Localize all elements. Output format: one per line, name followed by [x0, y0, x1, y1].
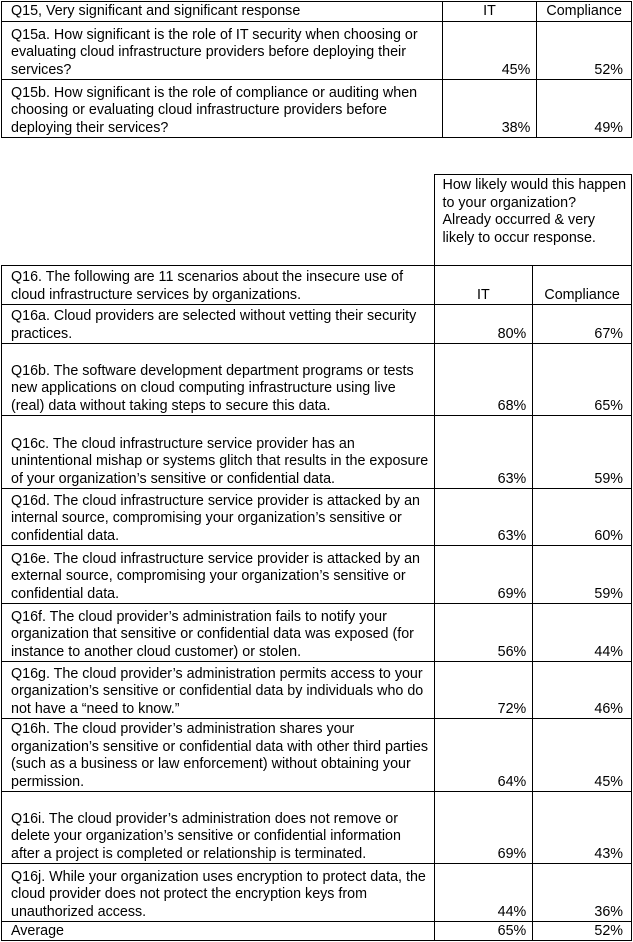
likelihood-header: How likely would this happen to your organization? Already occurred & very likely to occur response.	[434, 175, 632, 266]
q16-header-compliance: Compliance	[533, 266, 632, 305]
row-compliance-value: 52%	[537, 22, 632, 80]
table-row	[2, 719, 632, 792]
row-it-value: 69%	[434, 546, 533, 604]
row-question: Q16i. The cloud provider’s administration does not remove or delete your organization’s sensitive or confidential information after a project is completed or relationship is terminated.	[2, 792, 435, 864]
q15-header-question: Q15, Very significant and significant response	[2, 2, 443, 22]
row-question: Q16g. The cloud provider’s administration permits access to your organization’s sensitive or confidential data by individuals who do not have a “need to know.”	[2, 662, 435, 719]
row-compliance-value: 49%	[537, 80, 632, 138]
q16-header-question: Q16. The following are 11 scenarios about the insecure use of cloud infrastructure services by organizations.	[2, 266, 435, 305]
row-it-value: 68%	[434, 344, 533, 416]
row-compliance-value: 59%	[533, 546, 632, 604]
row-question: Q16b. The software development department programs or tests new applications on cloud computing infrastructure using live (real) data without taking steps to secure this data.	[2, 344, 435, 416]
blank-cell	[2, 175, 435, 266]
row-it-value: 38%	[442, 80, 537, 138]
row-compliance-value: 60%	[533, 489, 632, 546]
table-row	[2, 604, 632, 662]
row-it-value: 80%	[434, 305, 533, 344]
row-it-value: 72%	[434, 662, 533, 719]
row-compliance-value: 43%	[533, 792, 632, 864]
table-header-row	[2, 266, 632, 305]
row-question: Q15b. How significant is the role of compliance or auditing when choosing or evaluating cloud infrastructure providers before deploying their services?	[2, 80, 443, 138]
average-label: Average	[2, 922, 435, 941]
q16-header-it: IT	[434, 266, 533, 305]
span-header-row	[2, 175, 632, 266]
q15-header-it: IT	[442, 2, 537, 22]
q15-table	[1, 1, 632, 138]
row-compliance-value: 46%	[533, 662, 632, 719]
table-row	[2, 22, 632, 80]
row-question: Q16j. While your organization uses encryption to protect data, the cloud provider does not protect the encryption keys from unauthorized access.	[2, 864, 435, 922]
average-it-value: 65%	[434, 922, 533, 941]
row-question: Q16d. The cloud infrastructure service provider is attacked by an internal source, compromising your organization’s sensitive or confidential data.	[2, 489, 435, 546]
table-row	[2, 864, 632, 922]
row-question: Q16f. The cloud provider’s administration fails to notify your organization that sensitive or confidential data was exposed (for instance to another cloud customer) or stolen.	[2, 604, 435, 662]
table-row	[2, 489, 632, 546]
table-row	[2, 305, 632, 344]
q16-table	[1, 174, 632, 941]
row-question: Q16h. The cloud provider’s administration shares your organization’s sensitive or confidential data with other third parties (such as a business or law enforcement) without obtaining your permission.	[2, 719, 435, 792]
row-compliance-value: 67%	[533, 305, 632, 344]
row-it-value: 44%	[434, 864, 533, 922]
table-row	[2, 80, 632, 138]
row-compliance-value: 59%	[533, 416, 632, 489]
table-row	[2, 546, 632, 604]
row-it-value: 69%	[434, 792, 533, 864]
row-question: Q15a. How significant is the role of IT security when choosing or evaluating cloud infrastructure providers before deploying their services?	[2, 22, 443, 80]
row-question: Q16c. The cloud infrastructure service provider has an unintentional mishap or systems glitch that results in the exposure of your organization’s sensitive or confidential data.	[2, 416, 435, 489]
row-it-value: 63%	[434, 489, 533, 546]
table-header-row	[2, 2, 632, 22]
row-it-value: 63%	[434, 416, 533, 489]
row-question: Q16a. Cloud providers are selected without vetting their security practices.	[2, 305, 435, 344]
row-compliance-value: 44%	[533, 604, 632, 662]
row-compliance-value: 45%	[533, 719, 632, 792]
table-row	[2, 792, 632, 864]
row-it-value: 56%	[434, 604, 533, 662]
average-compliance-value: 52%	[533, 922, 632, 941]
average-row	[2, 922, 632, 941]
row-compliance-value: 36%	[533, 864, 632, 922]
q15-header-compliance: Compliance	[537, 2, 632, 22]
row-question: Q16e. The cloud infrastructure service provider is attacked by an external source, compromising your organization’s sensitive or confidential data.	[2, 546, 435, 604]
row-it-value: 45%	[442, 22, 537, 80]
row-it-value: 64%	[434, 719, 533, 792]
table-row	[2, 662, 632, 719]
row-compliance-value: 65%	[533, 344, 632, 416]
table-row	[2, 344, 632, 416]
table-row	[2, 416, 632, 489]
